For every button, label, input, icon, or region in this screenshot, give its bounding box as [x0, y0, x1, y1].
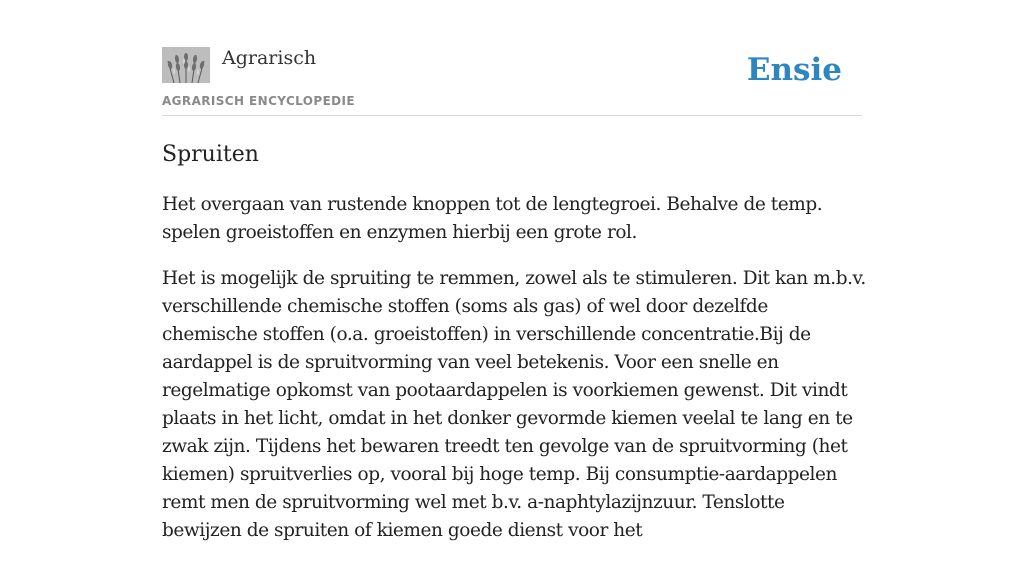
article	[162, 139, 866, 563]
source-name[interactable]: Agrarisch	[222, 47, 317, 69]
source-header	[162, 46, 862, 116]
wheat-icon[interactable]	[162, 47, 210, 83]
article-paragraph: Het overgaan van rustende knoppen tot de lengtegroei. Behalve de temp. spelen groeistoffen en enzymen hierbij een grote rol.	[162, 194, 823, 243]
article-title: Spruiten	[162, 142, 259, 167]
article-paragraph: Het is mogelijk de spruiting te remmen, zowel als te stimuleren. Dit kan m.b.v. verschillende chemische stoffen (soms als gas) of wel door dezelfde chemische stoffen (o.a. groeistoffen) in verschillende concentratie.Bij de aardappel is de spruitvorming van veel betekenis. Voor een snelle en regelmatige opkomst van pootaardappelen is voorkiemen gewenst. Dit vindt plaats in het licht, omdat in het donker gevormde kiemen veelal te lang en te zwak zijn. Tijdens het bewaren treedt ten gevolge van de spruitvorming (het kiemen) spruitverlies op, vooral bij hoge temp. Bij consumptie-aardappelen remt men de spruitvorming wel met b.v. a-naphtylazijnzuur. Tenslotte bewijzen de spruiten of kiemen goede dienst voor het	[162, 268, 866, 541]
source-subtitle: AGRARISCH ENCYCLOPEDIE	[162, 94, 355, 108]
ensie-logo-link[interactable]: Ensie	[746, 52, 842, 88]
